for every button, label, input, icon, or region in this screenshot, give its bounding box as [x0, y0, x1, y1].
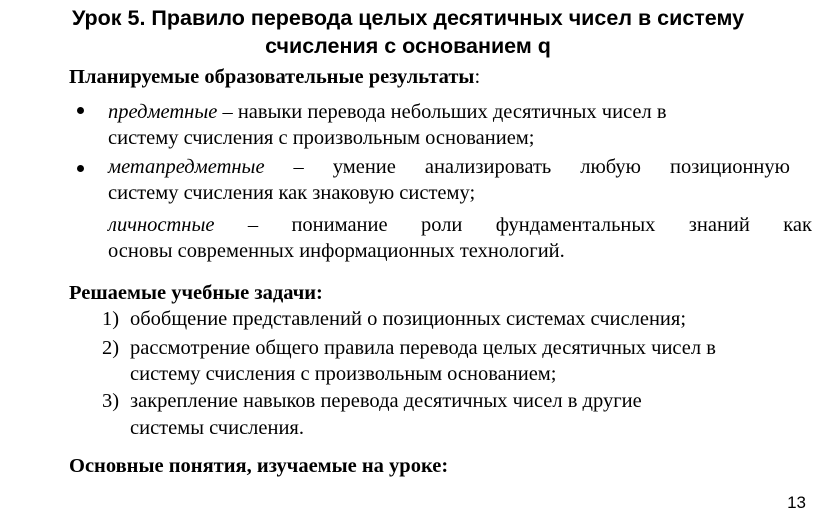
outcome-word: анализировать [424, 156, 552, 178]
bullet-icon [77, 107, 84, 114]
outcome-word: понимание [291, 214, 388, 236]
outcome-item-subject [108, 99, 812, 151]
outcome-item-meta-line-1 [108, 154, 790, 180]
outcome-word: позиционную [669, 156, 790, 178]
task-number: 2) [102, 337, 120, 359]
outcome-word: знаний [688, 214, 750, 236]
task-text: рассмотрение общего правила перевода целых десятичных чисел в [130, 337, 716, 359]
task-number: 1) [102, 308, 120, 330]
outcome-word: фундаментальных [495, 214, 656, 236]
task-text-continued: системы счисления. [130, 417, 304, 439]
slide-title [0, 4, 816, 60]
outcomes-heading-colon: : [474, 66, 481, 88]
outcome-term-subject: предметные [108, 101, 218, 123]
outcome-word: как [783, 214, 812, 236]
outcome-item-subject-line-1 [108, 99, 812, 125]
outcome-word: любую [580, 156, 641, 178]
outcome-term-meta: метапредметные [108, 156, 265, 178]
slide-title-line-2: счисления с основанием q [265, 34, 551, 58]
outcome-item-personal-line-1 [108, 212, 812, 238]
task-text: обобщение представлений о позиционных системах счисления; [130, 308, 687, 330]
outcome-item-personal-line-2: основы современных информационных технологий. [108, 240, 565, 262]
outcome-item-meta-line-2: систему счисления как знаковую систему; [108, 182, 476, 204]
concepts-heading: Основные понятия, изучаемые на уроке: [69, 455, 449, 477]
outcome-word: – [293, 156, 304, 178]
outcome-word: роли [420, 214, 463, 236]
task-text-continued: систему счисления с произвольным основанием; [130, 363, 557, 385]
outcome-term-personal: личностные [108, 214, 215, 236]
outcome-word: – [247, 214, 259, 236]
slide-title-line-1: Урок 5. Правило перевода целых десятичных чисел в систему [71, 6, 745, 30]
outcome-item-personal [108, 212, 812, 264]
outcomes-heading [69, 64, 480, 90]
bullet-icon [77, 165, 84, 172]
page-number: 13 [787, 493, 806, 512]
outcome-item-subject-text-1: – навыки перевода небольших десятичных чисел в [222, 101, 667, 123]
outcome-item-meta [108, 154, 790, 206]
tasks-heading: Решаемые учебные задачи: [69, 282, 323, 304]
outcome-word: умение [332, 156, 396, 178]
task-text: закрепление навыков перевода десятичных чисел в другие [130, 390, 642, 412]
task-number: 3) [102, 390, 120, 412]
outcomes-heading-text: Планируемые образовательные результаты [69, 66, 475, 88]
outcome-item-subject-line-2: систему счисления с произвольным основанием; [108, 127, 535, 149]
